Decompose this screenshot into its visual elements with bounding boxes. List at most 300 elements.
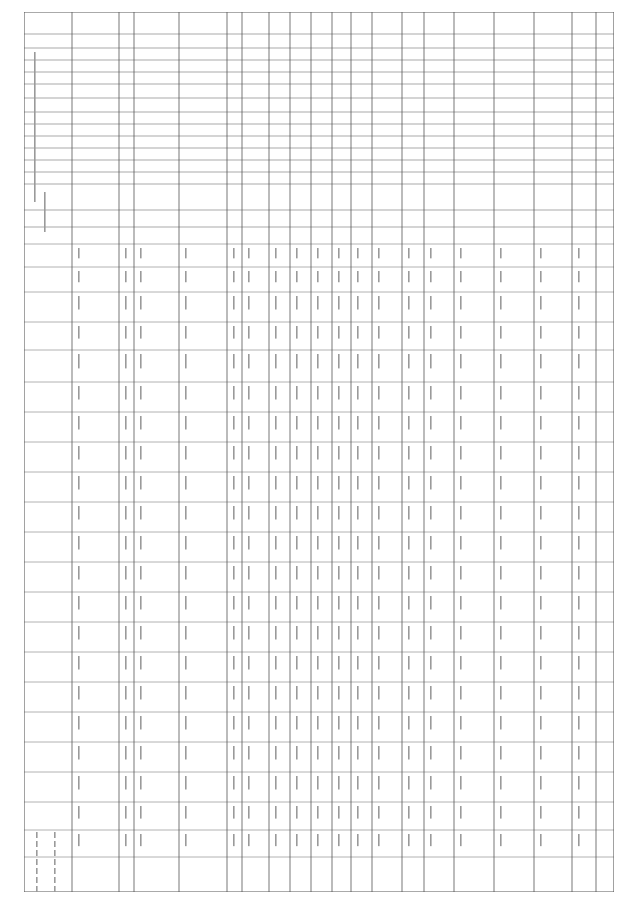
cell-text <box>540 776 542 790</box>
cell-text <box>140 834 142 846</box>
cell-text <box>125 596 127 610</box>
cell-text <box>338 416 340 430</box>
cell-text <box>408 354 410 368</box>
cell-text <box>500 354 502 368</box>
cell-text <box>140 248 142 258</box>
cell-text <box>378 776 380 790</box>
cell-text <box>378 506 380 520</box>
cell-text <box>233 596 235 610</box>
cell-text <box>296 716 298 730</box>
cell-text <box>78 566 80 580</box>
cell-text <box>185 446 187 460</box>
cell-text <box>296 446 298 460</box>
cell-text <box>357 326 359 339</box>
cell-text <box>248 354 250 368</box>
cell-text <box>430 506 432 520</box>
cell-text <box>460 716 462 730</box>
cell-text <box>500 566 502 580</box>
cell-text <box>233 271 235 282</box>
cell-text <box>357 386 359 400</box>
cell-text <box>540 271 542 282</box>
cell-text <box>578 834 580 846</box>
cell-text <box>578 566 580 580</box>
cell-text <box>500 386 502 400</box>
cell-text <box>78 354 80 368</box>
cell-text <box>357 716 359 730</box>
cell-text <box>78 446 80 460</box>
cell-text <box>248 416 250 430</box>
cell-text <box>78 656 80 670</box>
cell-text <box>408 716 410 730</box>
cell-text <box>233 536 235 550</box>
cell-text <box>275 834 277 846</box>
cell-text <box>430 686 432 700</box>
cell-text <box>317 566 319 580</box>
cell-text <box>460 596 462 610</box>
cell-text <box>357 596 359 610</box>
cell-text <box>78 596 80 610</box>
cell-text <box>296 656 298 670</box>
cell-text <box>408 386 410 400</box>
cell-text <box>317 806 319 819</box>
cell-text <box>233 746 235 760</box>
cell-text <box>296 354 298 368</box>
header-title-text <box>34 52 36 202</box>
cell-text <box>500 626 502 640</box>
cell-text <box>500 834 502 846</box>
cell-text <box>460 476 462 490</box>
cell-text <box>140 596 142 610</box>
cell-text <box>248 326 250 339</box>
cell-text <box>378 746 380 760</box>
cell-text <box>140 686 142 700</box>
cell-text <box>408 834 410 846</box>
cell-text <box>248 656 250 670</box>
cell-text <box>540 626 542 640</box>
cell-text <box>248 476 250 490</box>
cell-text <box>125 296 127 310</box>
cell-text <box>185 806 187 819</box>
cell-text <box>317 354 319 368</box>
cell-text <box>357 271 359 282</box>
cell-text <box>378 476 380 490</box>
cell-text <box>338 248 340 258</box>
cell-text <box>248 296 250 310</box>
cell-text <box>460 626 462 640</box>
cell-text <box>460 686 462 700</box>
cell-text <box>460 248 462 258</box>
cell-text <box>460 506 462 520</box>
cell-text <box>408 626 410 640</box>
cell-text <box>317 326 319 339</box>
cell-text <box>357 296 359 310</box>
cell-text <box>578 296 580 310</box>
cell-text <box>185 506 187 520</box>
cell-text <box>378 248 380 258</box>
cell-text <box>500 446 502 460</box>
cell-text <box>248 446 250 460</box>
cell-text <box>430 271 432 282</box>
cell-text <box>233 776 235 790</box>
cell-text <box>338 271 340 282</box>
row-label-text <box>36 850 38 856</box>
cell-text <box>233 476 235 490</box>
cell-text <box>125 271 127 282</box>
cell-text <box>125 386 127 400</box>
cell-text <box>125 806 127 819</box>
cell-text <box>338 834 340 846</box>
cell-text <box>460 296 462 310</box>
cell-text <box>317 596 319 610</box>
cell-text <box>125 656 127 670</box>
cell-text <box>296 596 298 610</box>
cell-text <box>408 776 410 790</box>
cell-text <box>275 326 277 339</box>
cell-text <box>185 626 187 640</box>
cell-text <box>125 506 127 520</box>
cell-text <box>578 626 580 640</box>
cell-text <box>357 626 359 640</box>
cell-text <box>275 506 277 520</box>
cell-text <box>540 686 542 700</box>
cell-text <box>430 386 432 400</box>
cell-text <box>140 536 142 550</box>
cell-text <box>500 716 502 730</box>
cell-text <box>338 506 340 520</box>
cell-text <box>125 446 127 460</box>
row-label-text <box>36 868 38 874</box>
cell-text <box>317 506 319 520</box>
cell-text <box>185 296 187 310</box>
cell-text <box>185 566 187 580</box>
cell-text <box>140 296 142 310</box>
cell-text <box>275 354 277 368</box>
cell-text <box>540 446 542 460</box>
cell-text <box>78 326 80 339</box>
cell-text <box>78 746 80 760</box>
cell-text <box>275 806 277 819</box>
cell-text <box>460 834 462 846</box>
cell-text <box>185 386 187 400</box>
cell-text <box>408 566 410 580</box>
cell-text <box>275 386 277 400</box>
cell-text <box>185 746 187 760</box>
cell-text <box>500 776 502 790</box>
cell-text <box>275 686 277 700</box>
cell-text <box>317 416 319 430</box>
cell-text <box>578 476 580 490</box>
cell-text <box>540 536 542 550</box>
cell-text <box>460 416 462 430</box>
cell-text <box>357 566 359 580</box>
cell-text <box>78 834 80 846</box>
cell-text <box>578 536 580 550</box>
cell-text <box>578 596 580 610</box>
cell-text <box>578 806 580 819</box>
cell-text <box>460 536 462 550</box>
cell-text <box>500 326 502 339</box>
cell-text <box>460 446 462 460</box>
cell-text <box>430 834 432 846</box>
cell-text <box>296 506 298 520</box>
cell-text <box>185 656 187 670</box>
cell-text <box>275 296 277 310</box>
cell-text <box>540 326 542 339</box>
cell-text <box>233 354 235 368</box>
cell-text <box>540 416 542 430</box>
cell-text <box>275 716 277 730</box>
cell-text <box>248 506 250 520</box>
cell-text <box>185 834 187 846</box>
cell-text <box>500 686 502 700</box>
cell-text <box>338 296 340 310</box>
cell-text <box>275 416 277 430</box>
row-label-text <box>36 859 38 865</box>
cell-text <box>275 776 277 790</box>
cell-text <box>500 296 502 310</box>
cell-text <box>540 746 542 760</box>
row-label-text <box>54 877 56 883</box>
cell-text <box>357 248 359 258</box>
cell-text <box>430 776 432 790</box>
cell-text <box>275 248 277 258</box>
cell-text <box>185 596 187 610</box>
cell-text <box>540 834 542 846</box>
cell-text <box>78 686 80 700</box>
cell-text <box>185 271 187 282</box>
cell-text <box>78 248 80 258</box>
cell-text <box>578 686 580 700</box>
cell-text <box>248 536 250 550</box>
cell-text <box>430 326 432 339</box>
cell-text <box>378 296 380 310</box>
cell-text <box>578 446 580 460</box>
cell-text <box>317 686 319 700</box>
row-label-text <box>54 868 56 874</box>
cell-text <box>275 536 277 550</box>
cell-text <box>296 536 298 550</box>
cell-text <box>275 746 277 760</box>
cell-text <box>357 446 359 460</box>
cell-text <box>357 506 359 520</box>
cell-text <box>275 566 277 580</box>
cell-text <box>408 656 410 670</box>
cell-text <box>408 536 410 550</box>
cell-text <box>125 716 127 730</box>
cell-text <box>296 326 298 339</box>
cell-text <box>408 746 410 760</box>
cell-text <box>140 386 142 400</box>
table-background <box>24 12 614 892</box>
cell-text <box>125 686 127 700</box>
row-label-text <box>54 841 56 847</box>
cell-text <box>296 248 298 258</box>
cell-text <box>357 656 359 670</box>
cell-text <box>125 416 127 430</box>
cell-text <box>430 476 432 490</box>
table-grid <box>24 12 614 892</box>
cell-text <box>125 626 127 640</box>
cell-text <box>233 386 235 400</box>
cell-text <box>78 536 80 550</box>
cell-text <box>275 271 277 282</box>
cell-text <box>233 416 235 430</box>
cell-text <box>185 536 187 550</box>
cell-text <box>125 776 127 790</box>
cell-text <box>540 296 542 310</box>
cell-text <box>578 271 580 282</box>
cell-text <box>378 834 380 846</box>
cell-text <box>233 248 235 258</box>
cell-text <box>185 476 187 490</box>
cell-text <box>140 806 142 819</box>
cell-text <box>248 566 250 580</box>
cell-text <box>140 746 142 760</box>
cell-text <box>378 806 380 819</box>
cell-text <box>430 296 432 310</box>
cell-text <box>317 386 319 400</box>
cell-text <box>125 536 127 550</box>
cell-text <box>78 416 80 430</box>
row-label-text <box>54 859 56 865</box>
cell-text <box>378 626 380 640</box>
cell-text <box>378 656 380 670</box>
cell-text <box>578 248 580 258</box>
cell-text <box>338 476 340 490</box>
cell-text <box>540 476 542 490</box>
cell-text <box>296 386 298 400</box>
cell-text <box>78 776 80 790</box>
cell-text <box>296 416 298 430</box>
cell-text <box>317 446 319 460</box>
rotated-table-scan <box>24 12 614 892</box>
cell-text <box>125 354 127 368</box>
cell-text <box>140 566 142 580</box>
cell-text <box>578 656 580 670</box>
cell-text <box>357 834 359 846</box>
cell-text <box>296 776 298 790</box>
cell-text <box>338 626 340 640</box>
cell-text <box>233 566 235 580</box>
cell-text <box>578 386 580 400</box>
cell-text <box>408 296 410 310</box>
cell-text <box>500 271 502 282</box>
cell-text <box>357 686 359 700</box>
cell-text <box>233 326 235 339</box>
cell-text <box>248 386 250 400</box>
row-label-text <box>54 850 56 856</box>
cell-text <box>378 446 380 460</box>
cell-text <box>578 326 580 339</box>
cell-text <box>185 686 187 700</box>
cell-text <box>540 716 542 730</box>
cell-text <box>296 686 298 700</box>
cell-text <box>500 476 502 490</box>
cell-text <box>430 248 432 258</box>
cell-text <box>233 656 235 670</box>
cell-text <box>540 506 542 520</box>
cell-text <box>233 806 235 819</box>
cell-text <box>408 248 410 258</box>
cell-text <box>460 386 462 400</box>
cell-text <box>378 536 380 550</box>
cell-text <box>140 446 142 460</box>
cell-text <box>140 656 142 670</box>
cell-text <box>460 656 462 670</box>
cell-text <box>317 746 319 760</box>
header-subtitle-text <box>44 192 46 232</box>
cell-text <box>460 326 462 339</box>
cell-text <box>357 806 359 819</box>
cell-text <box>78 506 80 520</box>
cell-text <box>140 416 142 430</box>
cell-text <box>78 271 80 282</box>
cell-text <box>578 354 580 368</box>
cell-text <box>317 776 319 790</box>
cell-text <box>430 416 432 430</box>
cell-text <box>296 271 298 282</box>
cell-text <box>460 271 462 282</box>
cell-text <box>357 416 359 430</box>
cell-text <box>408 686 410 700</box>
cell-text <box>248 271 250 282</box>
row-label-text <box>36 877 38 883</box>
cell-text <box>430 746 432 760</box>
cell-text <box>140 354 142 368</box>
cell-text <box>430 806 432 819</box>
cell-text <box>185 716 187 730</box>
cell-text <box>430 626 432 640</box>
cell-text <box>408 806 410 819</box>
cell-text <box>233 506 235 520</box>
cell-text <box>430 656 432 670</box>
cell-text <box>500 506 502 520</box>
cell-text <box>338 746 340 760</box>
cell-text <box>317 476 319 490</box>
cell-text <box>338 656 340 670</box>
cell-text <box>248 686 250 700</box>
cell-text <box>540 806 542 819</box>
cell-text <box>500 536 502 550</box>
cell-text <box>357 354 359 368</box>
cell-text <box>248 626 250 640</box>
cell-text <box>378 686 380 700</box>
cell-text <box>578 416 580 430</box>
cell-text <box>430 716 432 730</box>
cell-text <box>338 566 340 580</box>
row-label-text <box>36 841 38 847</box>
cell-text <box>460 746 462 760</box>
cell-text <box>430 596 432 610</box>
cell-text <box>460 566 462 580</box>
cell-text <box>296 626 298 640</box>
cell-text <box>408 416 410 430</box>
row-label-text <box>36 886 38 892</box>
cell-text <box>338 446 340 460</box>
cell-text <box>248 806 250 819</box>
cell-text <box>233 686 235 700</box>
cell-text <box>578 746 580 760</box>
cell-text <box>140 716 142 730</box>
cell-text <box>540 596 542 610</box>
cell-text <box>125 326 127 339</box>
cell-text <box>275 626 277 640</box>
cell-text <box>460 776 462 790</box>
cell-text <box>430 566 432 580</box>
cell-text <box>357 536 359 550</box>
cell-text <box>430 446 432 460</box>
cell-text <box>430 354 432 368</box>
